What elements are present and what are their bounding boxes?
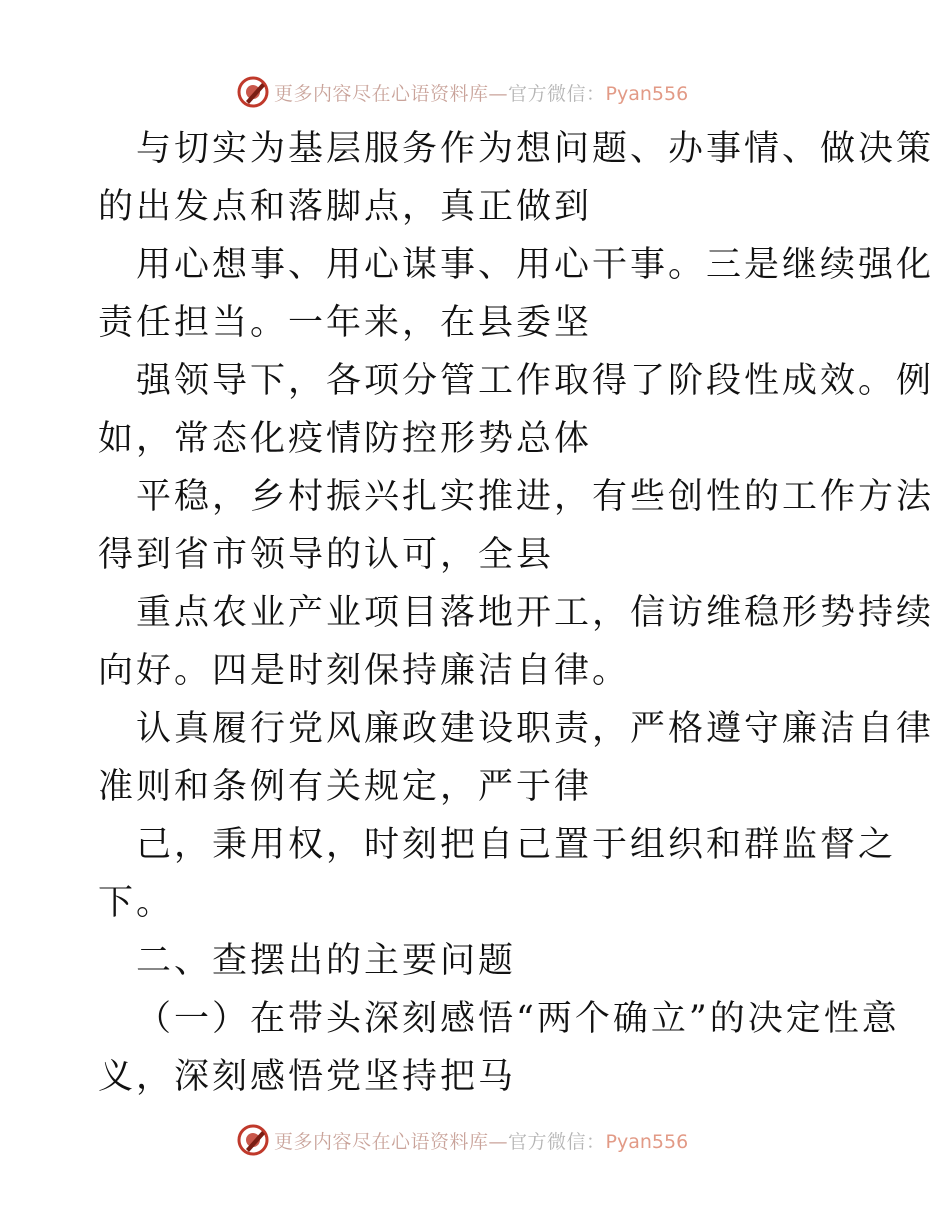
document-body	[98, 120, 935, 1106]
pen-logo-icon	[236, 75, 270, 109]
text-line: 重点农业产业项目落地开工，信访维稳形势持续	[136, 593, 935, 633]
watermark-header	[236, 72, 716, 112]
watermark-footer	[236, 1120, 716, 1160]
watermark-dash: —	[488, 1130, 509, 1153]
text-line: （一）在带头深刻感悟“两个确立”的决定性意	[136, 999, 900, 1039]
text-line: 如，常态化疫情防控形势总体	[98, 419, 593, 459]
watermark-wechat-id: Pyan556	[605, 1130, 689, 1153]
text-line: 平稳，乡村振兴扎实推进，有些创性的工作方法	[136, 477, 935, 517]
text-line: 的出发点和落脚点，真正做到	[98, 187, 593, 227]
text-line: 与切实为基层服务作为想问题、办事情、做决策	[136, 129, 935, 169]
pen-logo-icon	[236, 1123, 270, 1157]
text-line: 责任担当。一年来，在县委坚	[98, 303, 593, 343]
text-line: 下。	[98, 883, 175, 923]
text-line: 用心想事、用心谋事、用心干事。三是继续强化	[136, 245, 935, 285]
text-line: 强领导下，各项分管工作取得了阶段性成效。例	[136, 361, 935, 401]
watermark-dash: —	[488, 82, 509, 105]
watermark-wechat-label: 官方微信：	[508, 82, 606, 105]
watermark-wechat-label: 官方微信：	[508, 1130, 606, 1153]
text-line: 己，秉用权，时刻把自己置于组织和群监督之	[136, 825, 897, 865]
watermark-wechat-id: Pyan556	[605, 82, 689, 105]
watermark-text: 更多内容尽在心语资料库	[274, 1130, 489, 1153]
text-line: 向好。四是时刻保持廉洁自律。	[98, 651, 631, 691]
section-heading: 二、查摆出的主要问题	[136, 941, 517, 981]
text-line: 认真履行党风廉政建设职责，严格遵守廉洁自律	[136, 709, 935, 749]
text-line: 得到省市领导的认可，全县	[98, 535, 555, 575]
text-line: 义，深刻感悟党坚持把马	[98, 1057, 517, 1097]
text-line: 准则和条例有关规定，严于律	[98, 767, 593, 807]
watermark-text: 更多内容尽在心语资料库	[274, 82, 489, 105]
